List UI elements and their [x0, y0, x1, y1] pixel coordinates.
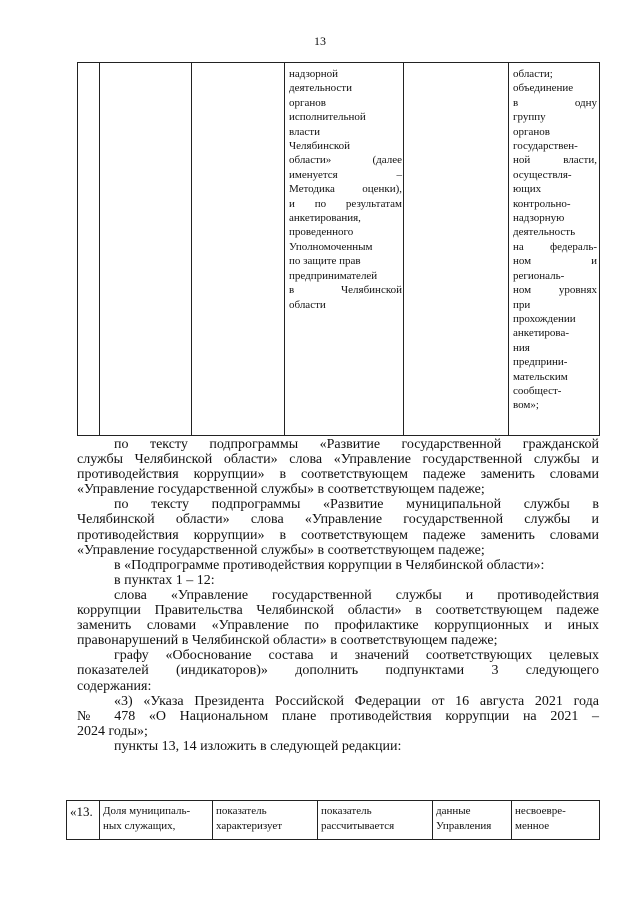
text-line: в «Подпрограмме противодействия коррупции в Челябинской области»:: [114, 557, 545, 573]
table-divider: [508, 63, 509, 435]
cell-line: ном уровнях: [513, 284, 597, 297]
text-line: показателей (индикаторов)» дополнить подпунктами 3 следующего: [77, 663, 599, 679]
table-divider: [99, 801, 100, 839]
cell-line: Челябинской: [289, 140, 351, 153]
cell-line: в одну: [513, 96, 597, 109]
table-divider: [284, 63, 285, 435]
cell-line: надзорной: [289, 68, 339, 80]
cell-line: вом»;: [513, 399, 539, 412]
cell-line: именуется –: [289, 168, 402, 181]
cell-line: области;: [513, 68, 553, 80]
text-line: пункты 13, 14 изложить в следующей редакции:: [114, 738, 402, 754]
bottom-table: [66, 800, 600, 840]
cell-line: мательским: [513, 370, 568, 383]
cell-line: анкетирова-: [513, 327, 570, 340]
cell-line: органов: [289, 96, 326, 109]
cell-line: ющих: [513, 183, 542, 196]
cell-line: анкетирования,: [289, 212, 361, 225]
paragraph: [77, 558, 599, 573]
text-line: 2024 годы»;: [77, 723, 148, 739]
text-line: службы Челябинской области» слова «Управление государственной службы и: [77, 452, 599, 468]
cell-line: данные: [436, 805, 471, 817]
cell-line: Методика оценки),: [289, 183, 402, 196]
cell-line: региональ-: [513, 269, 565, 282]
cell-line: деятельности: [289, 82, 352, 95]
cell-line: деятельность: [513, 226, 576, 239]
cell-line: ния: [513, 341, 530, 354]
text-line: по тексту подпрограммы «Развитие муниципальной службы в: [114, 497, 599, 513]
table-divider: [317, 801, 318, 839]
cell-line: государствен-: [513, 140, 578, 153]
cell-line: показатель: [216, 805, 267, 817]
text-line: № 478 «О Национальном плане противодействия коррупции на 2021 –: [77, 708, 599, 724]
table-divider: [191, 63, 192, 435]
cell-line: при: [513, 298, 531, 311]
cell-line: менное: [515, 820, 550, 832]
description-cell: [289, 67, 402, 312]
cell-line: надзорную: [513, 212, 565, 225]
cell-line: на федераль-: [513, 240, 597, 253]
text-line: «Управление государственной службы» в соответствующем падеже;: [77, 482, 485, 498]
cell-line: осуществля-: [513, 168, 572, 181]
paragraph: [77, 588, 599, 648]
text-line: слова «Управление государственной службы и противодействия: [114, 587, 599, 603]
text-line: «3) «Указа Президента Российской Федерации от 16 августа 2021 года: [114, 693, 599, 709]
cell-line: ной власти,: [513, 154, 597, 167]
cell-line: области: [289, 298, 326, 311]
data-source-cell: [436, 804, 508, 834]
cell-line: предпринимателей: [289, 269, 378, 282]
table-divider: [432, 801, 433, 839]
result-cell: [513, 67, 597, 413]
text-line: в пунктах 1 – 12:: [114, 572, 215, 588]
paragraph: [77, 694, 599, 739]
cell-line: в Челябинской: [289, 284, 402, 297]
text-line: правонарушений в Челябинской области» в соответствующем падеже;: [77, 633, 498, 649]
cell-line: по защите прав: [289, 255, 361, 268]
paragraph: [77, 573, 599, 588]
table-divider: [403, 63, 404, 435]
text-line: противодействия коррупции» в соответствующем падеже заменить словами: [77, 527, 599, 543]
cell-line: власти: [289, 125, 320, 138]
text-line: по тексту подпрограммы «Развитие государственной гражданской: [114, 437, 599, 452]
text-line: «Управление государственной службы» в соответствующем падеже;: [77, 542, 485, 558]
cell-line: ных служащих,: [103, 820, 176, 832]
cell-line: Управления: [436, 820, 492, 832]
cell-line: объединение: [513, 82, 574, 95]
text-line: содержания:: [77, 678, 152, 694]
cell-line: органов: [513, 125, 550, 138]
paragraph: [77, 739, 599, 754]
indicator-name-cell: [103, 804, 209, 834]
cell-line: сообщест-: [513, 384, 562, 397]
indicator-description-cell: [216, 804, 314, 834]
table-divider: [511, 801, 512, 839]
text-line: Челябинской области» слова «Управление государственной службы и: [77, 512, 599, 528]
cell-line: рассчитывается: [321, 820, 395, 832]
cell-line: проведенного: [289, 226, 354, 239]
cell-line: контрольно-: [513, 197, 571, 210]
calculation-cell: [321, 804, 429, 834]
text-line: заменить словами «Управление по профилактике коррупционных и иных: [77, 618, 599, 634]
cell-line: прохождении: [513, 312, 576, 325]
row-number: «13.: [70, 804, 93, 819]
cell-line: ном и: [513, 255, 597, 268]
reason-cell: [515, 804, 595, 834]
page-number: 13: [314, 34, 326, 48]
text-line: графу «Обоснование состава и значений соответствующих целевых: [114, 648, 599, 664]
cell-line: исполнительной: [289, 111, 366, 124]
top-table: [77, 62, 600, 436]
cell-line: показатель: [321, 805, 372, 817]
paragraph: [77, 437, 599, 497]
cell-line: характеризует: [216, 820, 283, 832]
table-divider: [212, 801, 213, 839]
table-divider: [99, 63, 100, 435]
cell-line: Доля муниципаль-: [103, 805, 191, 817]
cell-line: и по результатам: [289, 197, 402, 210]
cell-line: предприни-: [513, 356, 568, 369]
cell-line: Уполномоченным: [289, 240, 373, 253]
text-line: противодействия коррупции» в соответствующем падеже заменить словами: [77, 467, 599, 483]
paragraph: [77, 648, 599, 693]
cell-line: группу: [513, 111, 546, 124]
text-line: коррупции Правительства Челябинской области» в соответствующем падеже: [77, 603, 599, 619]
paragraph: [77, 497, 599, 557]
body-text: [77, 437, 599, 754]
cell-line: несвоевре-: [515, 805, 566, 817]
cell-line: области» (далее: [289, 154, 402, 167]
